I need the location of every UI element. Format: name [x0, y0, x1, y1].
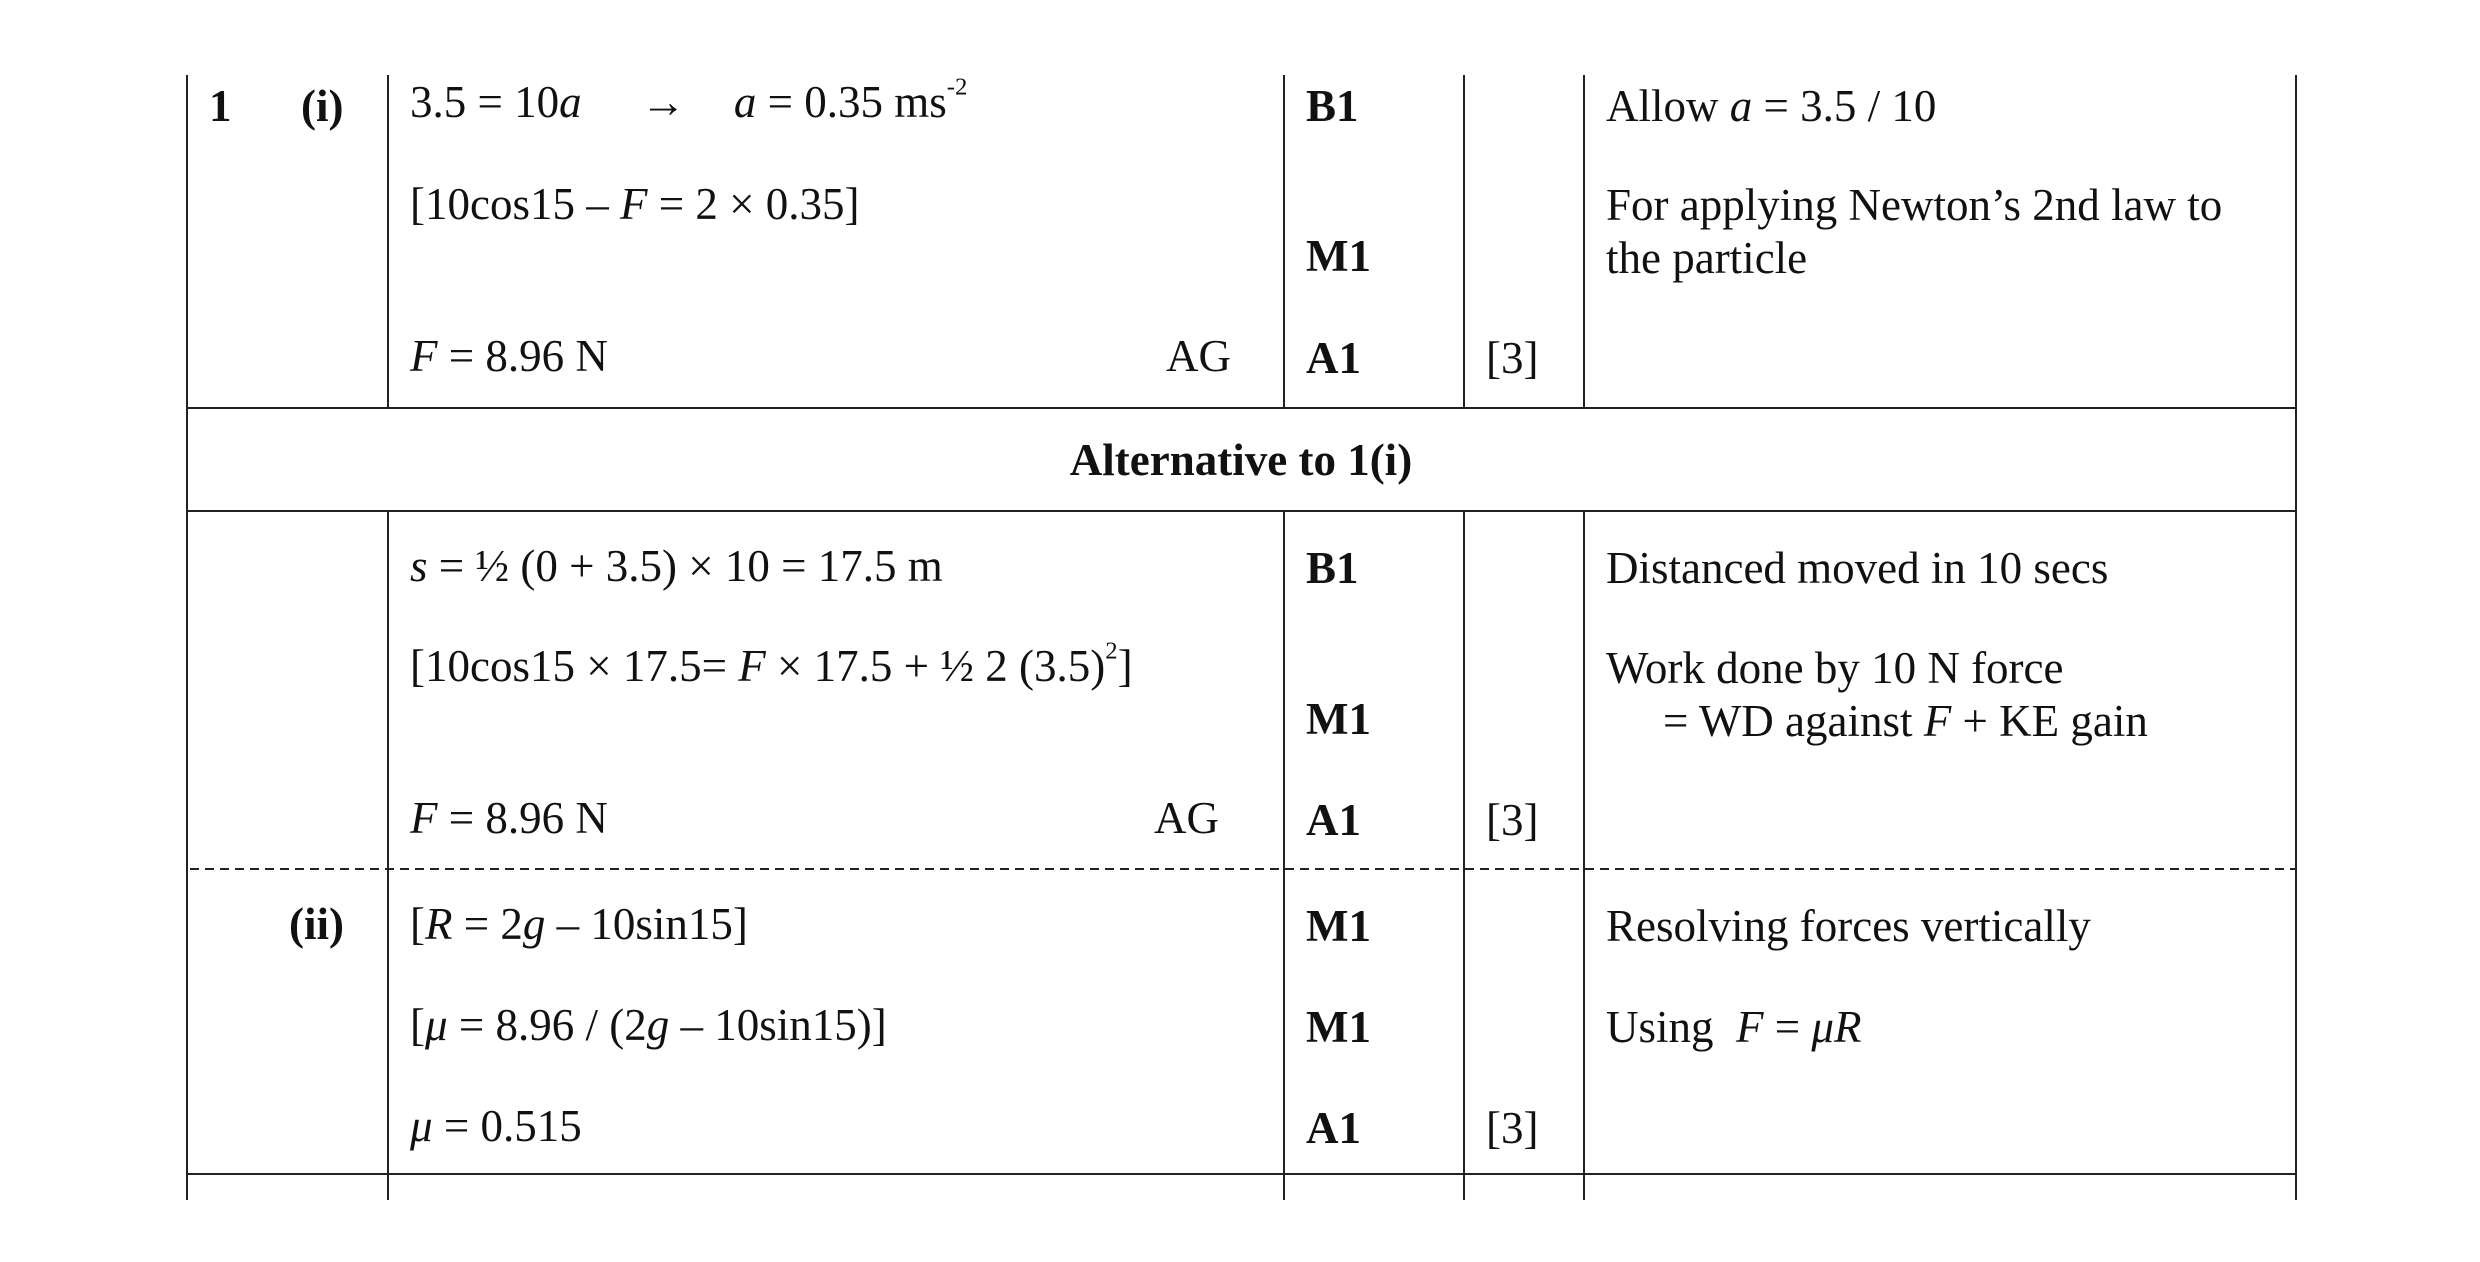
alt-working-line-3: F = 8.96 N	[410, 793, 608, 843]
alt-guidance-note-2a: Work done by 10 N force	[1606, 643, 2064, 693]
working-line-1: 3.5 = 10a → a = 0.35 $ms^{-2}$	[410, 73, 968, 127]
ii-mark-m1-first: M1	[1306, 901, 1371, 951]
alt-working-line-2: [10cos15 × 17.5= F × 17.5 + ½ 2 $(3.5)^2$]	[410, 637, 1133, 691]
working-line-3: F = 8.96 N	[410, 331, 608, 381]
guidance-note-2b: the particle	[1606, 233, 1808, 283]
part-label-i: (i)	[301, 81, 344, 131]
ii-guidance-note-2: Using F = μR	[1606, 1002, 1862, 1052]
guidance-note-1: Allow a = 3.5 / 10	[1606, 81, 1937, 131]
alt-guidance-note-1: Distanced moved in 10 secs	[1606, 543, 2109, 593]
part-label-ii: (ii)	[289, 899, 344, 949]
alt-guidance-note-2b: = WD against F + KE gain	[1663, 696, 2148, 746]
ii-working-line-2: [μ = 8.96 / (2g – 10sin15)]	[410, 1000, 887, 1050]
alt-ag-label: AG	[1154, 793, 1219, 843]
alt-mark-a1: A1	[1306, 795, 1361, 845]
alternative-heading: Alternative to 1(i)	[1069, 435, 1413, 485]
total-marks: [3]	[1486, 333, 1539, 383]
ii-working-line-3: μ = 0.515	[410, 1101, 582, 1151]
alt-total-marks: [3]	[1486, 795, 1539, 845]
alt-mark-m1: M1	[1306, 694, 1371, 744]
question-number: 1	[209, 81, 232, 131]
ag-label: AG	[1166, 331, 1231, 381]
ii-guidance-note-1: Resolving forces vertically	[1606, 901, 2091, 951]
ii-mark-m1-second: M1	[1306, 1002, 1371, 1052]
alt-mark-b1: B1	[1306, 543, 1359, 593]
guidance-note-2a: For applying Newton’s 2nd law to	[1606, 180, 2223, 230]
mark-b1: B1	[1306, 81, 1359, 131]
ii-mark-a1: A1	[1306, 1103, 1361, 1153]
mark-m1: M1	[1306, 231, 1371, 281]
ii-working-line-1: [R = 2g – 10sin15]	[410, 899, 748, 949]
ii-total-marks: [3]	[1486, 1103, 1539, 1153]
working-line-2: [10cos15 – F = 2 × 0.35]	[410, 179, 860, 229]
mark-a1: A1	[1306, 333, 1361, 383]
alt-working-line-1: s = ½ (0 + 3.5) × 10 = 17.5 m	[410, 541, 943, 591]
